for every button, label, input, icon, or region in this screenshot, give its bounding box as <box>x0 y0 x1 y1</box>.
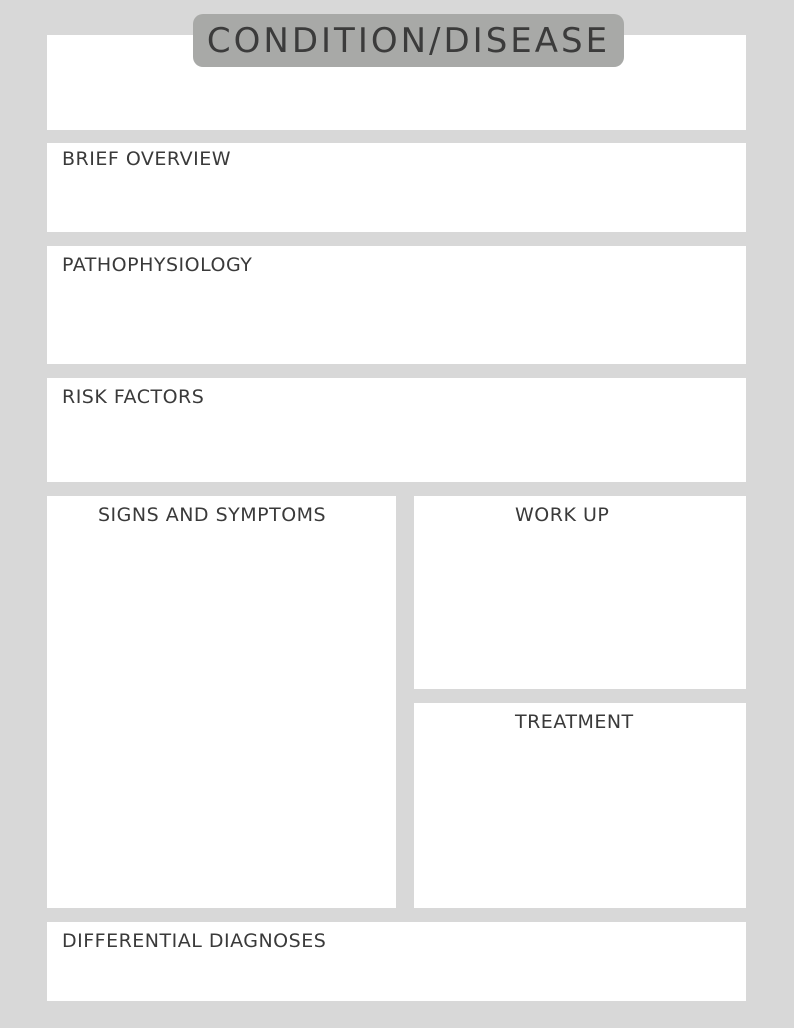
treatment-box[interactable] <box>414 703 746 908</box>
treatment-label: TREATMENT <box>515 711 634 733</box>
brief-overview-label: BRIEF OVERVIEW <box>62 148 231 170</box>
page-title: CONDITION/DISEASE <box>206 20 611 61</box>
signs-and-symptoms-box[interactable] <box>47 496 396 908</box>
risk-factors-label: RISK FACTORS <box>62 386 205 408</box>
work-up-label: WORK UP <box>515 504 610 526</box>
brief-overview-box[interactable] <box>47 143 746 232</box>
work-up-box[interactable] <box>414 496 746 689</box>
pathophysiology-label: PATHOPHYSIOLOGY <box>62 254 253 276</box>
title-pill <box>193 14 624 67</box>
differential-diagnoses-label: DIFFERENTIAL DIAGNOSES <box>62 930 327 952</box>
risk-factors-box[interactable] <box>47 378 746 482</box>
differential-diagnoses-box[interactable] <box>47 922 746 1001</box>
signs-and-symptoms-label: SIGNS AND SYMPTOMS <box>98 504 327 526</box>
pathophysiology-box[interactable] <box>47 246 746 364</box>
